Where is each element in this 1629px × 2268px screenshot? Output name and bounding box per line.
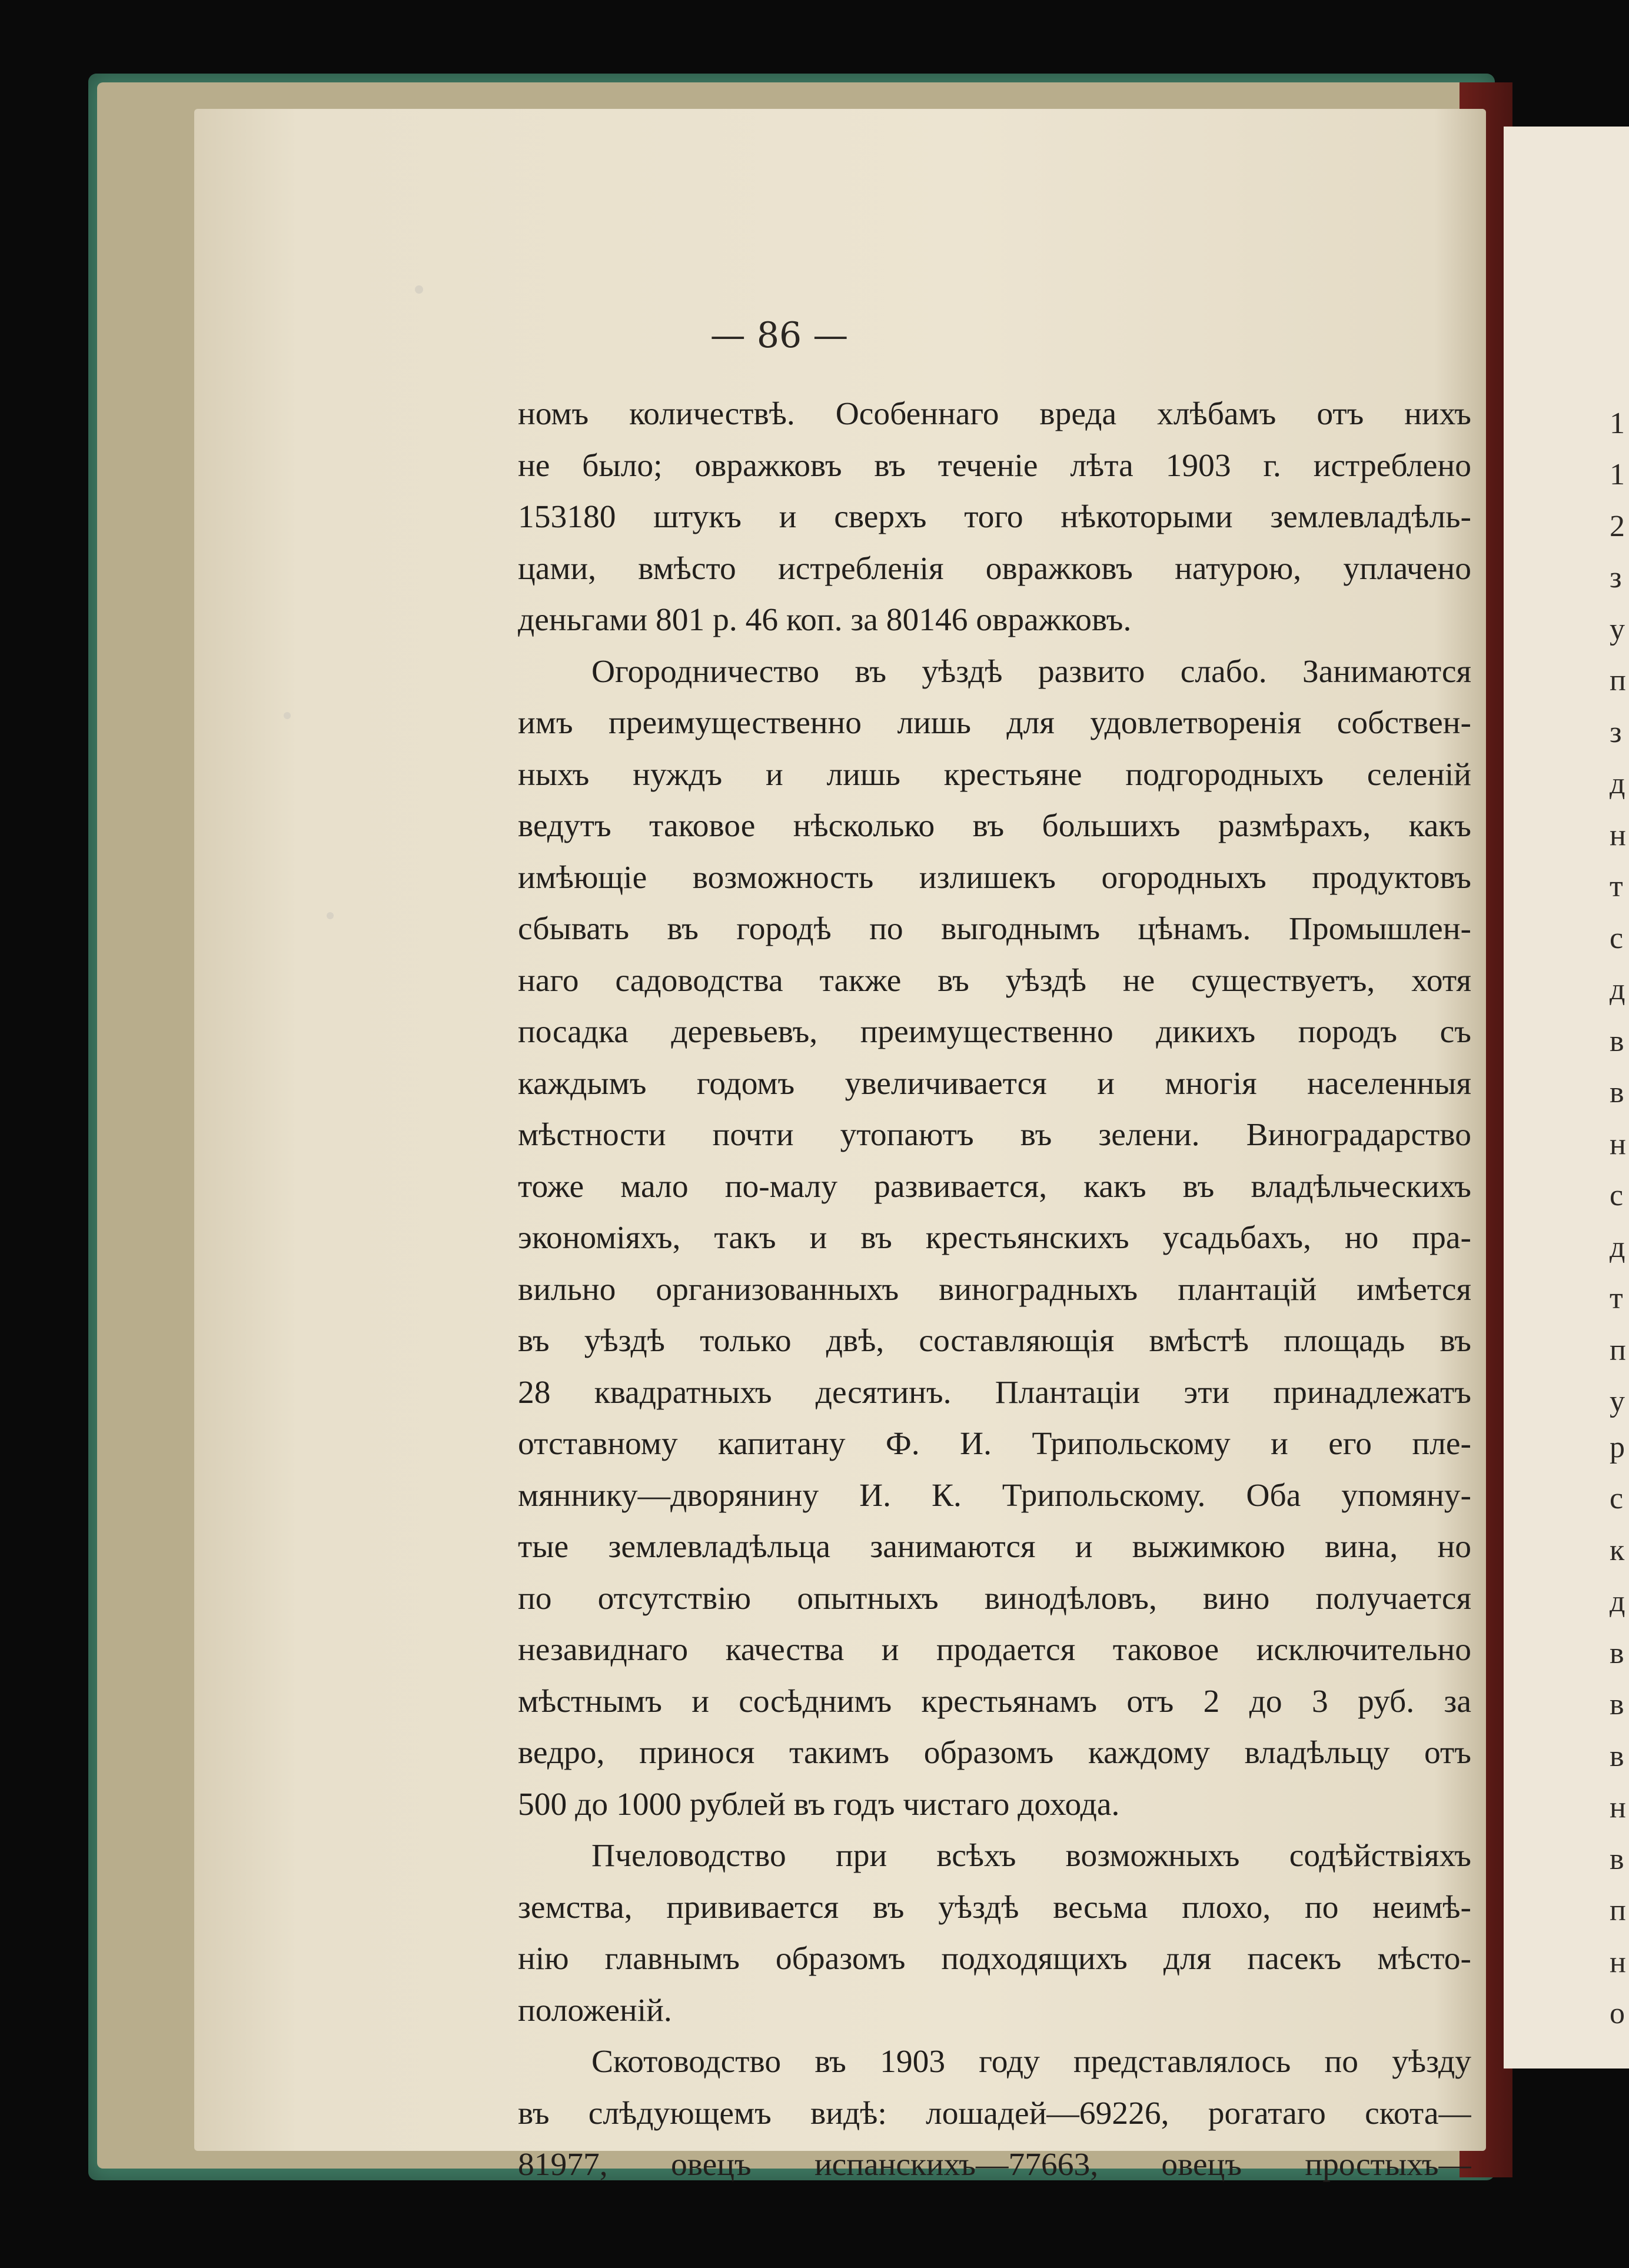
edge-glyph: н — [1610, 1791, 1626, 1824]
edge-glyph: с — [1610, 1482, 1624, 1515]
binding-hole — [327, 912, 334, 919]
edge-glyph: к — [1610, 1534, 1625, 1567]
edge-glyph: д — [1610, 973, 1625, 1006]
edge-glyph: р — [1610, 1431, 1625, 1464]
text-line: 500 до 1000 рублей въ годъ чистаго дохода. — [518, 1786, 1120, 1823]
text-line: номъ количествѣ. Особеннаго вреда хлѣбамъ отъ нихъ — [518, 396, 1471, 432]
edge-glyph: н — [1610, 1946, 1626, 1979]
binding-hole — [415, 285, 423, 294]
text-line: 153180 штукъ и сверхъ того нѣкоторыми землевладѣль- — [518, 499, 1471, 535]
edge-glyph: т — [1610, 1282, 1623, 1315]
edge-glyph: п — [1610, 664, 1626, 697]
edge-glyph: т — [1610, 870, 1623, 903]
edge-glyph: д — [1610, 1585, 1625, 1618]
text-line: вильно организованныхъ виноградныхъ плантацій имѣется — [518, 1271, 1471, 1308]
text-line: ведро, принося такимъ образомъ каждому владѣльцу отъ — [518, 1735, 1471, 1771]
text-line: экономіяхъ, такъ и въ крестьянскихъ усадьбахъ, но пра- — [518, 1220, 1471, 1256]
edge-glyph: в — [1610, 1843, 1624, 1876]
text-line: тые землевладѣльца занимаются и выжимкою вина, но — [518, 1529, 1471, 1565]
edge-glyph: в — [1610, 1025, 1624, 1058]
edge-glyph: в — [1610, 1688, 1624, 1721]
edge-glyph: о — [1610, 1997, 1625, 2030]
text-line: отставному капитану Ф. И. Трипольскому и его пле- — [518, 1426, 1471, 1462]
text-line: цами, вмѣсто истребленія овражковъ натурою, уплачено — [518, 550, 1471, 587]
edge-glyph: в — [1610, 1637, 1624, 1670]
page-text — [518, 388, 1471, 2191]
text-line: 81977, овецъ испанскихъ—77663, овецъ простыхъ— — [518, 2147, 1471, 2183]
text-line: каждымъ годомъ увеличивается и многія населенныя — [518, 1065, 1471, 1102]
text-line: посадка деревьевъ, преимущественно дикихъ породъ съ — [518, 1014, 1471, 1050]
text-line: нію главнымъ образомъ подходящихъ для пасекъ мѣсто- — [518, 1941, 1471, 1977]
edge-glyph: д — [1610, 1231, 1625, 1264]
text-line: не было; овражковъ въ теченіе лѣта 1903 г. истреблено — [518, 447, 1471, 484]
edge-glyph: н — [1610, 1128, 1626, 1161]
text-line: имъ преимущественно лишь для удовлетворенія собствен- — [518, 705, 1471, 741]
edge-glyph: с — [1610, 922, 1624, 955]
edge-glyph: н — [1610, 819, 1626, 852]
text-line: незавиднаго качества и продается таковое исключительно — [518, 1632, 1471, 1668]
edge-glyph: в — [1610, 1740, 1624, 1773]
edge-glyph: д — [1610, 767, 1625, 800]
text-line: въ уѣздѣ только двѣ, составляющія вмѣстѣ площадь въ — [518, 1323, 1471, 1359]
text-line: мѣстности почти утопаютъ въ зелени. Виноградарство — [518, 1117, 1471, 1153]
text-line: 28 квадратныхъ десятинъ. Плантаціи эти принадлежатъ — [518, 1374, 1471, 1411]
edge-glyph: 1 — [1610, 458, 1625, 491]
edge-glyph: 2 — [1610, 510, 1625, 543]
text-line: ныхъ нуждъ и лишь крестьяне подгородныхъ селеній — [518, 756, 1471, 793]
text-line: земства, прививается въ уѣздѣ весьма плохо, по неимѣ- — [518, 1889, 1471, 1926]
text-line: сбывать въ городѣ по выгоднымъ цѣнамъ. Промышлен- — [518, 911, 1471, 947]
text-line: Пчеловодство при всѣхъ возможныхъ содѣйствіяхъ — [591, 1838, 1471, 1874]
text-line: имѣющіе возможность излишекъ огородныхъ продуктовъ — [518, 859, 1471, 896]
edge-glyph: п — [1610, 1894, 1626, 1927]
text-line: мѣстнымъ и сосѣднимъ крестьянамъ отъ 2 до 3 руб. за — [518, 1683, 1471, 1720]
text-line: тоже мало по-малу развивается, какъ въ владѣльческихъ — [518, 1168, 1471, 1205]
text-line: Скотоводство въ 1903 году представлялось по уѣзду — [591, 2044, 1471, 2080]
edge-glyph: з — [1610, 716, 1622, 749]
text-line: ведутъ таковое нѣсколько въ большихъ размѣрахъ, какъ — [518, 808, 1471, 844]
edge-glyph: 1 — [1610, 407, 1625, 440]
edge-glyph: у — [1610, 613, 1625, 646]
edge-glyph: в — [1610, 1076, 1624, 1109]
edge-glyph: с — [1610, 1179, 1624, 1212]
edge-glyph: у — [1610, 1385, 1625, 1418]
binding-hole — [284, 712, 291, 719]
text-line: Огородничество въ уѣздѣ развито слабо. Занимаются — [591, 653, 1471, 690]
text-line: мяннику—дворянину И. К. Трипольскому. Оба упомяну- — [518, 1477, 1471, 1514]
text-line: положеній. — [518, 1992, 672, 2028]
text-line: въ слѣдующемъ видѣ: лошадей—69226, рогатаго скота— — [518, 2095, 1471, 2131]
edge-glyph: п — [1610, 1333, 1626, 1367]
text-line: деньгами 801 р. 46 коп. за 80146 овражковъ. — [518, 602, 1132, 638]
text-line: по отсутствію опытныхъ винодѣловъ, вино получается — [518, 1580, 1471, 1617]
page-number: — 86 — — [710, 315, 849, 356]
text-line: наго садоводства также въ уѣздѣ не существуетъ, хотя — [518, 962, 1471, 999]
edge-glyph: з — [1610, 561, 1622, 594]
